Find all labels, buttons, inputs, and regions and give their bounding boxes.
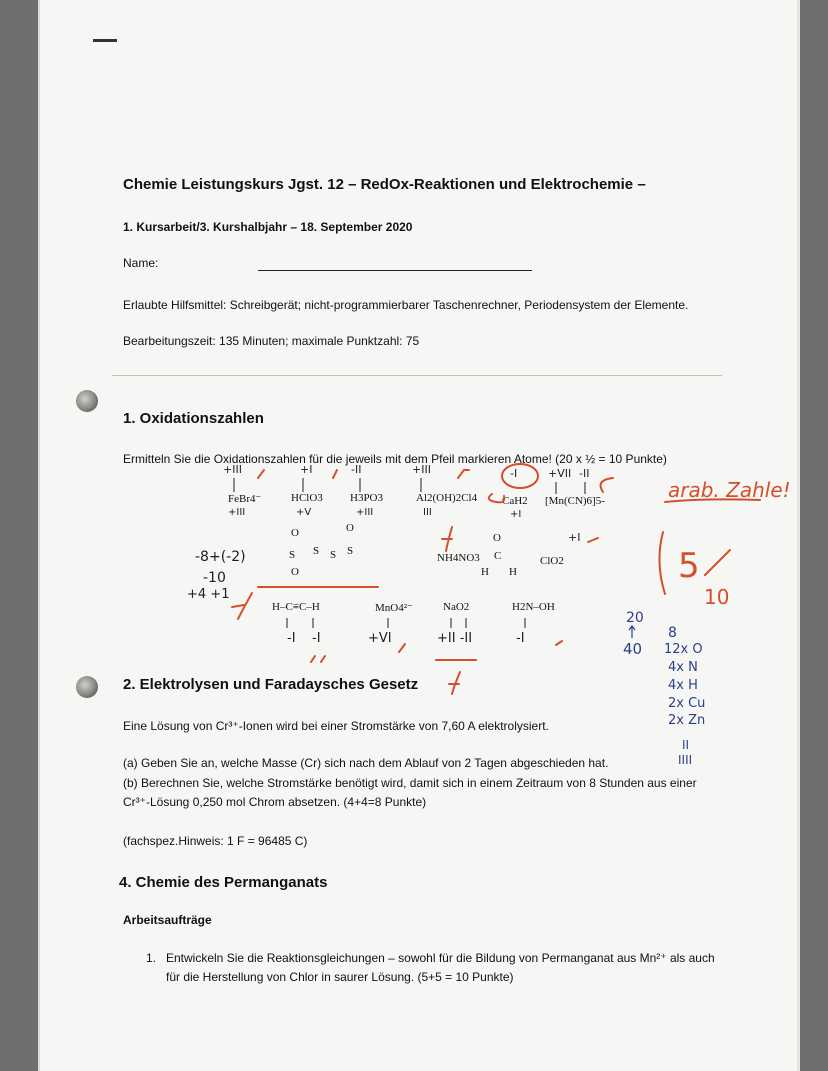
red-score-bracket — [659, 532, 665, 594]
score-numerator: 5 — [678, 546, 700, 586]
formula-h3po3: H3PO3 — [350, 492, 384, 504]
formaldehyde-h-left: H — [481, 566, 489, 578]
red-f-1 — [489, 494, 505, 502]
ox-clo2-top: +I — [568, 531, 581, 544]
exam-subtitle: 1. Kursarbeit/3. Kurshalbjahr – 18. September 2020 — [123, 220, 413, 234]
blue-arrow-up — [629, 626, 635, 638]
section2-task-b2: Cr³⁺-Lösung 0,250 mol Chrom absetzen. (4+4=8 Punkte) — [123, 795, 427, 809]
sulfur-o-top1: O — [291, 527, 299, 539]
ox-mno4: +VI — [368, 631, 392, 646]
blue-count-5: 2x Zn — [668, 713, 706, 728]
red-tick-mno4 — [399, 644, 405, 652]
allowed-aids: Erlaubte Hilfsmittel: Schreibgerät; nicht-programmierbarer Taschenrechner, Periodensystem der Elemente. — [123, 298, 689, 312]
blue-sum-top: 20 — [626, 610, 644, 626]
sulfur-s3: S — [330, 549, 337, 561]
formula-hclo3: HClO3 — [291, 492, 323, 504]
formula-al2oh2cl4: Al2(OH)2Cl4 — [416, 492, 478, 504]
working-line3: +4 +1 — [187, 587, 230, 602]
red-ticks-acetylene — [311, 656, 325, 662]
ox-cah2-bottom: +I — [510, 509, 522, 520]
red-f-section2 — [449, 672, 460, 694]
blue-count-3: 4x H — [668, 678, 698, 693]
formula-hydroxylamine: H2N–OH — [512, 601, 555, 613]
sulfur-s1: S — [289, 549, 296, 561]
sulfur-o-top2: O — [346, 522, 354, 534]
section2-task-a: (a) Geben Sie an, welche Masse (Cr) sich nach dem Ablauf von 2 Tagen abgeschieden hat. — [123, 756, 609, 770]
formula-nao2: NaO2 — [443, 601, 470, 613]
section1-task: Ermitteln Sie die Oxidationszahlen für die jeweils mit dem Pfeil markieren Atome! (20 x ½ = 10 Punkte) — [123, 452, 667, 466]
section4-subheading: Arbeitsaufträge — [123, 913, 212, 927]
section1-heading: 1. Oxidationszahlen — [123, 410, 264, 427]
red-score-slash — [705, 550, 730, 575]
formula-acetylene: H–C≡C–H — [272, 601, 320, 613]
formula-febr4: FeBr4⁻ — [228, 493, 262, 505]
red-r-hydroxylamine — [556, 641, 562, 645]
red-tick-3 — [458, 470, 469, 478]
section2-heading: 2. Elektrolysen und Faradaysches Gesetz — [123, 676, 419, 693]
red-f-left — [232, 593, 252, 619]
red-tick-2 — [333, 470, 337, 478]
ox-h3po3-top: -II — [351, 463, 362, 476]
ox-nao2: +II -II — [437, 631, 473, 646]
sulfur-s4: S — [347, 545, 354, 557]
ox-cah2-top: -I — [510, 467, 518, 480]
ox-acetylene-2: -I — [312, 631, 321, 646]
sulfur-o-bottom1: O — [291, 566, 299, 578]
section4-item1-line2: für die Herstellung von Chlor in saurer Lösung. (5+5 = 10 Punkte) — [166, 970, 514, 984]
section2-task-b1: (b) Berechnen Sie, welche Stromstärke benötigt wird, damit sich in einem Zeitraum von 8 Stunden aus einer — [123, 776, 697, 790]
formula-cah2: CaH2 — [502, 495, 528, 507]
ox-febr4-top: +III — [223, 463, 242, 476]
blue-sum-bottom: 40 — [623, 640, 643, 658]
section4-heading: 4. Chemie des Permanganats — [119, 874, 328, 891]
working-line1: -8+(-2) — [195, 549, 246, 565]
section4-item1-line1: Entwickeln Sie die Reaktionsgleichungen – sowohl für die Bildung von Permanganat aus Mn²⁺ als auch — [166, 951, 715, 965]
red-underline-comment — [665, 499, 760, 502]
blue-count-0: 8 — [668, 625, 677, 641]
tally-1: II — [682, 738, 690, 752]
ox-h3po3-bottom: +III — [356, 507, 374, 518]
tally-2: IIII — [678, 753, 693, 767]
blue-count-1: 12x O — [664, 642, 703, 657]
blue-count-2: 4x N — [668, 660, 698, 675]
red-f-2 — [601, 478, 613, 492]
red-tick-mid — [588, 538, 598, 542]
formula-nh4no3: NH4NO3 — [437, 552, 480, 564]
ox-hclo3-top: +I — [300, 463, 313, 476]
blue-count-4: 2x Cu — [668, 696, 706, 711]
ox-hydroxylamine: -I — [516, 631, 525, 646]
sulfur-s2: S — [313, 545, 320, 557]
name-label: Name: — [123, 256, 159, 270]
working-time: Bearbeitungszeit: 135 Minuten; maximale Punktzahl: 75 — [123, 334, 420, 348]
section4-item1-number: 1. — [146, 951, 157, 965]
red-circle-cah2 — [502, 464, 538, 488]
ox-cn-top: -II — [579, 467, 590, 480]
score-denominator: 10 — [704, 585, 730, 609]
working-line2: -10 — [203, 570, 226, 586]
ox-febr4-bottom: +III — [228, 507, 246, 518]
ox-al-bottom: III — [423, 507, 432, 518]
section2-hint: (fachspez.Hinweis: 1 F = 96485 C) — [123, 834, 308, 848]
formula-mno4: MnO4²⁻ — [375, 602, 413, 614]
red-tick-1 — [258, 470, 264, 478]
ox-acetylene-1: -I — [287, 631, 296, 646]
red-comment: arab. Zahle! — [668, 478, 791, 502]
formaldehyde-h-right: H — [509, 566, 517, 578]
section2-intro: Eine Lösung von Cr³⁺-Ionen wird bei einer Stromstärke von 7,60 A elektrolysiert. — [123, 719, 549, 733]
formaldehyde-o: O — [493, 532, 501, 544]
formula-clo2: ClO2 — [540, 555, 564, 567]
ox-mn-top: +VII — [548, 467, 572, 480]
formaldehyde-c: C — [494, 550, 502, 562]
formula-mncn6: [Mn(CN)6]5- — [545, 495, 605, 507]
top-left-mark — [93, 39, 117, 42]
exam-title: Chemie Leistungskurs Jgst. 12 – RedOx-Reaktionen und Elektrochemie – — [123, 176, 646, 193]
ox-hclo3-bottom: +V — [296, 507, 312, 518]
red-f-mid — [442, 527, 452, 551]
ox-al-top: +III — [412, 463, 431, 476]
